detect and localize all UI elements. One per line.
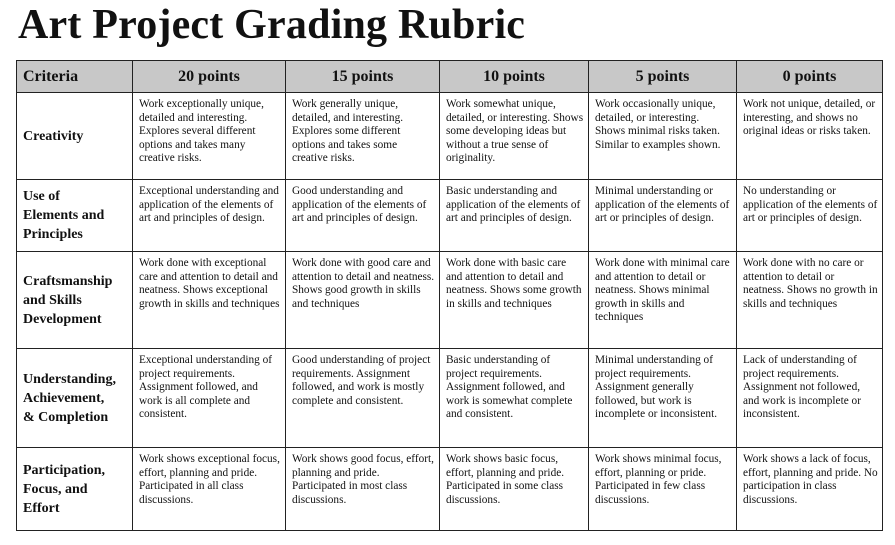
criteria-label: & Completion <box>23 409 109 425</box>
table-cell: Work done with no care or attention to detail or neatness. Shows no growth in skills and techniques <box>737 252 883 349</box>
header-20-points: 20 points <box>133 61 286 93</box>
criteria-label: Use of <box>23 189 60 204</box>
table-cell: Work somewhat unique, detailed, or interesting. Shows some developing ideas but without a true sense of originality. <box>440 93 589 180</box>
criteria-cell <box>17 349 133 448</box>
table-row <box>17 448 883 531</box>
criteria-label: Creativity <box>23 128 84 144</box>
table-cell: Work generally unique, detailed, and interesting. Explores some different options and takes some creative risks. <box>286 93 440 180</box>
table-row <box>17 180 883 252</box>
header-15-points: 15 points <box>286 61 440 93</box>
header-5-points: 5 points <box>589 61 737 93</box>
criteria-label: Achievement, <box>23 390 105 406</box>
table-cell: Work shows good focus, effort, planning and pride. Participated in most class discussions. <box>286 448 440 531</box>
table-cell: Work exceptionally unique, detailed and interesting. Explores several different options and takes many creative risks. <box>133 93 286 180</box>
criteria-cell <box>17 448 133 531</box>
table-cell: Good understanding of project requirements. Assignment followed, and work is mostly complete and consistent. <box>286 349 440 448</box>
criteria-label: Elements and <box>23 208 105 223</box>
header-10-points: 10 points <box>440 61 589 93</box>
criteria-cell <box>17 252 133 349</box>
table-cell: Work shows a lack of focus, effort, planning and pride. No participation in class discussions. <box>737 448 883 531</box>
table-cell: Minimal understanding of project requirements. Assignment generally followed, but work is incomplete or inconsistent. <box>589 349 737 448</box>
rubric-table <box>16 60 883 531</box>
criteria-cell <box>17 180 133 252</box>
table-cell: Work done with exceptional care and attention to detail and neatness. Shows exceptional growth in skills and techniques <box>133 252 286 349</box>
criteria-cell <box>17 93 133 180</box>
header-0-points: 0 points <box>737 61 883 93</box>
table-cell: Work shows exceptional focus, effort, planning and pride. Participated in all class discussions. <box>133 448 286 531</box>
header-criteria: Criteria <box>17 61 133 93</box>
criteria-label: Craftsmanship <box>23 273 113 289</box>
table-cell: Work occasionally unique, detailed, or interesting. Shows minimal risks taken. Similar to examples shown. <box>589 93 737 180</box>
criteria-label: Understanding, <box>23 371 116 387</box>
table-cell: Work done with good care and attention to detail and neatness. Shows good growth in skills and techniques <box>286 252 440 349</box>
header-row <box>17 61 883 93</box>
table-cell: Minimal understanding or application of the elements of art or principles of design. <box>589 180 737 252</box>
table-cell: Work done with minimal care and attention to detail or neatness. Shows minimal growth in skills and techniques <box>589 252 737 349</box>
table-row <box>17 349 883 448</box>
table-cell: Exceptional understanding of project requirements. Assignment followed, and work is all complete and consistent. <box>133 349 286 448</box>
table-cell: Work shows minimal focus, effort, planning or pride. Participated in few class discussions. <box>589 448 737 531</box>
table-cell: Basic understanding and application of the elements of art and principles of design. <box>440 180 589 252</box>
criteria-label: Focus, and <box>23 481 88 497</box>
criteria-label: Participation, <box>23 462 106 478</box>
table-cell: Work shows basic focus, effort, planning and pride. Participated in some class discussions. <box>440 448 589 531</box>
page-title: Art Project Grading Rubric <box>18 2 526 48</box>
table-cell: Basic understanding of project requirements. Assignment followed, and work is somewhat complete and consistent. <box>440 349 589 448</box>
table-cell: Work not unique, detailed, or interesting, and shows no original ideas or risks taken. <box>737 93 883 180</box>
criteria-label: Development <box>23 311 102 327</box>
criteria-label: and Skills <box>23 292 82 308</box>
criteria-label: Principles <box>23 227 83 242</box>
table-row <box>17 252 883 349</box>
table-row <box>17 93 883 180</box>
criteria-label: Effort <box>23 500 60 516</box>
table-cell: Work done with basic care and attention to detail and neatness. Shows some growth in skills and techniques <box>440 252 589 349</box>
table-cell: Lack of understanding of project requirements. Assignment not followed, and work is incomplete or inconsistent. <box>737 349 883 448</box>
table-cell: Exceptional understanding and application of the elements of art and principles of design. <box>133 180 286 252</box>
table-cell: No understanding or application of the elements of art or principles of design. <box>737 180 883 252</box>
table-cell: Good understanding and application of the elements of art and principles of design. <box>286 180 440 252</box>
